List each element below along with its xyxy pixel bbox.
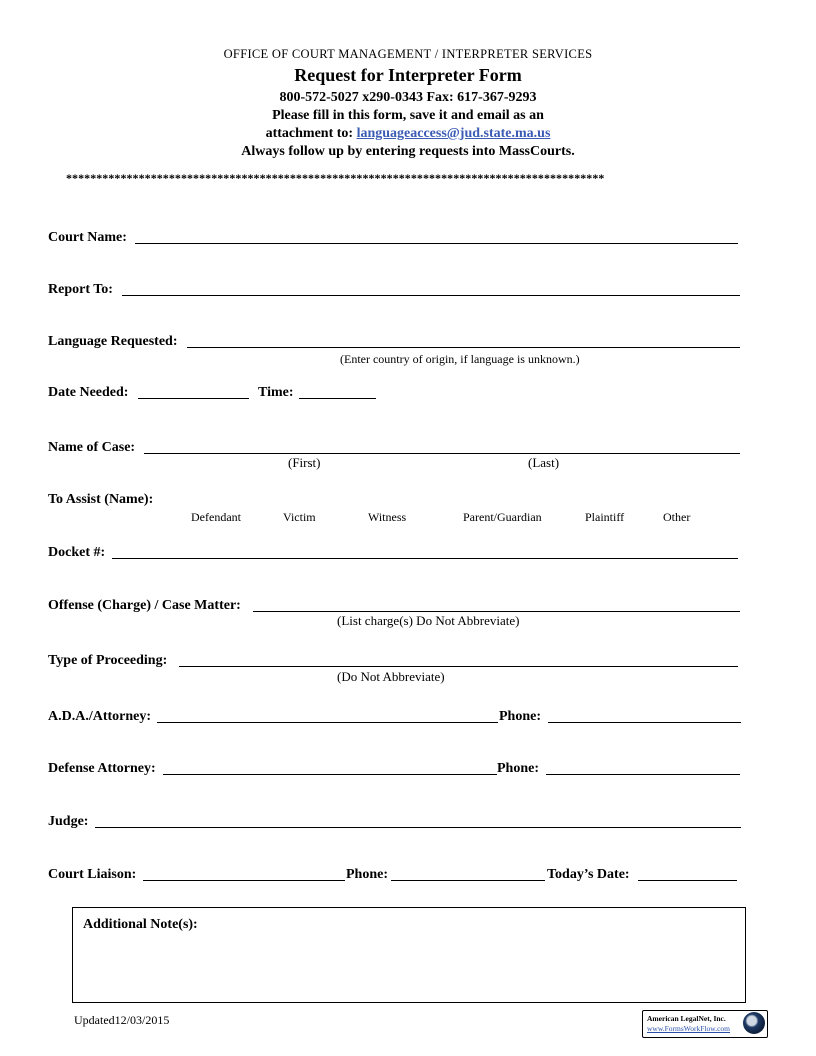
docket-label: Docket #: xyxy=(48,545,106,560)
ada-phone-label: Phone: xyxy=(499,709,541,724)
logo-url: www.FormsWorkFlow.com xyxy=(647,1024,731,1033)
instructions-line: Please fill in this form, save it and email as an xyxy=(272,108,544,123)
todays-date-label: Today’s Date: xyxy=(547,867,630,882)
assist-option-defendant[interactable]: Defendant xyxy=(191,510,241,524)
type-of-proceeding-field[interactable] xyxy=(179,666,738,667)
logo-company: American LegalNet, Inc. xyxy=(647,1014,726,1023)
docket-field[interactable] xyxy=(112,558,738,559)
ada-phone-field[interactable] xyxy=(548,722,741,723)
liaison-phone-label: Phone: xyxy=(346,867,388,882)
court-liaison-field[interactable] xyxy=(143,880,345,881)
logo-icon xyxy=(743,1012,765,1034)
assist-option-victim[interactable]: Victim xyxy=(283,510,316,524)
additional-notes-label: Additional Note(s): xyxy=(83,917,198,932)
judge-field[interactable] xyxy=(95,827,741,828)
date-needed-label: Date Needed: xyxy=(48,385,129,400)
court-liaison-label: Court Liaison: xyxy=(48,867,137,882)
additional-notes-box[interactable] xyxy=(72,907,746,1003)
language-hint: (Enter country of origin, if language is unknown.) xyxy=(340,352,580,366)
separator: ***************************************************************************************** xyxy=(66,171,605,185)
first-hint: (First) xyxy=(288,455,321,470)
name-of-case-label: Name of Case: xyxy=(48,440,136,455)
todays-date-field[interactable] xyxy=(638,880,737,881)
court-name-field[interactable] xyxy=(135,243,738,244)
judge-label: Judge: xyxy=(48,814,89,829)
offense-field[interactable] xyxy=(253,611,740,612)
time-field[interactable] xyxy=(299,398,376,399)
attachment-line xyxy=(0,126,816,142)
defense-phone-field[interactable] xyxy=(546,774,740,775)
assist-option-witness[interactable]: Witness xyxy=(368,510,407,524)
logo-badge[interactable] xyxy=(642,1010,768,1038)
report-to-field[interactable] xyxy=(122,295,740,296)
to-assist-label: To Assist (Name): xyxy=(48,492,154,507)
date-needed-field[interactable] xyxy=(138,398,249,399)
defense-attorney-label: Defense Attorney: xyxy=(48,761,156,776)
type-of-proceeding-label: Type of Proceeding: xyxy=(48,653,168,668)
language-requested-label: Language Requested: xyxy=(48,334,178,349)
assist-option-plaintiff[interactable]: Plaintiff xyxy=(585,510,625,524)
assist-option-parent-guardian[interactable]: Parent/Guardian xyxy=(463,510,542,524)
name-of-case-field[interactable] xyxy=(144,453,740,454)
attachment-prefix: attachment to: xyxy=(265,126,354,141)
proceeding-hint: (Do Not Abbreviate) xyxy=(337,669,445,684)
court-name-label: Court Name: xyxy=(48,230,127,245)
defense-attorney-field[interactable] xyxy=(163,774,497,775)
offense-label: Offense (Charge) / Case Matter: xyxy=(48,598,241,613)
ada-attorney-label: A.D.A./Attorney: xyxy=(48,709,152,724)
followup-line: Always follow up by entering requests into MassCourts. xyxy=(241,144,575,159)
report-to-label: Report To: xyxy=(48,282,113,297)
contact-numbers: 800-572-5027 x290-0343 Fax: 617-367-9293 xyxy=(279,90,537,105)
last-hint: (Last) xyxy=(528,455,560,470)
form-title: Request for Interpreter Form xyxy=(294,65,522,85)
ada-attorney-field[interactable] xyxy=(157,722,498,723)
updated-date: Updated12/03/2015 xyxy=(74,1013,170,1027)
email-link[interactable]: languageaccess@jud.state.ma.us xyxy=(356,126,551,141)
language-requested-field[interactable] xyxy=(187,347,740,348)
time-label: Time: xyxy=(258,385,294,400)
defense-phone-label: Phone: xyxy=(497,761,539,776)
offense-hint: (List charge(s) Do Not Abbreviate) xyxy=(337,613,520,628)
office-heading: OFFICE OF COURT MANAGEMENT / INTERPRETER SERVICES xyxy=(223,47,593,61)
assist-option-other[interactable]: Other xyxy=(663,510,691,524)
liaison-phone-field[interactable] xyxy=(391,880,545,881)
